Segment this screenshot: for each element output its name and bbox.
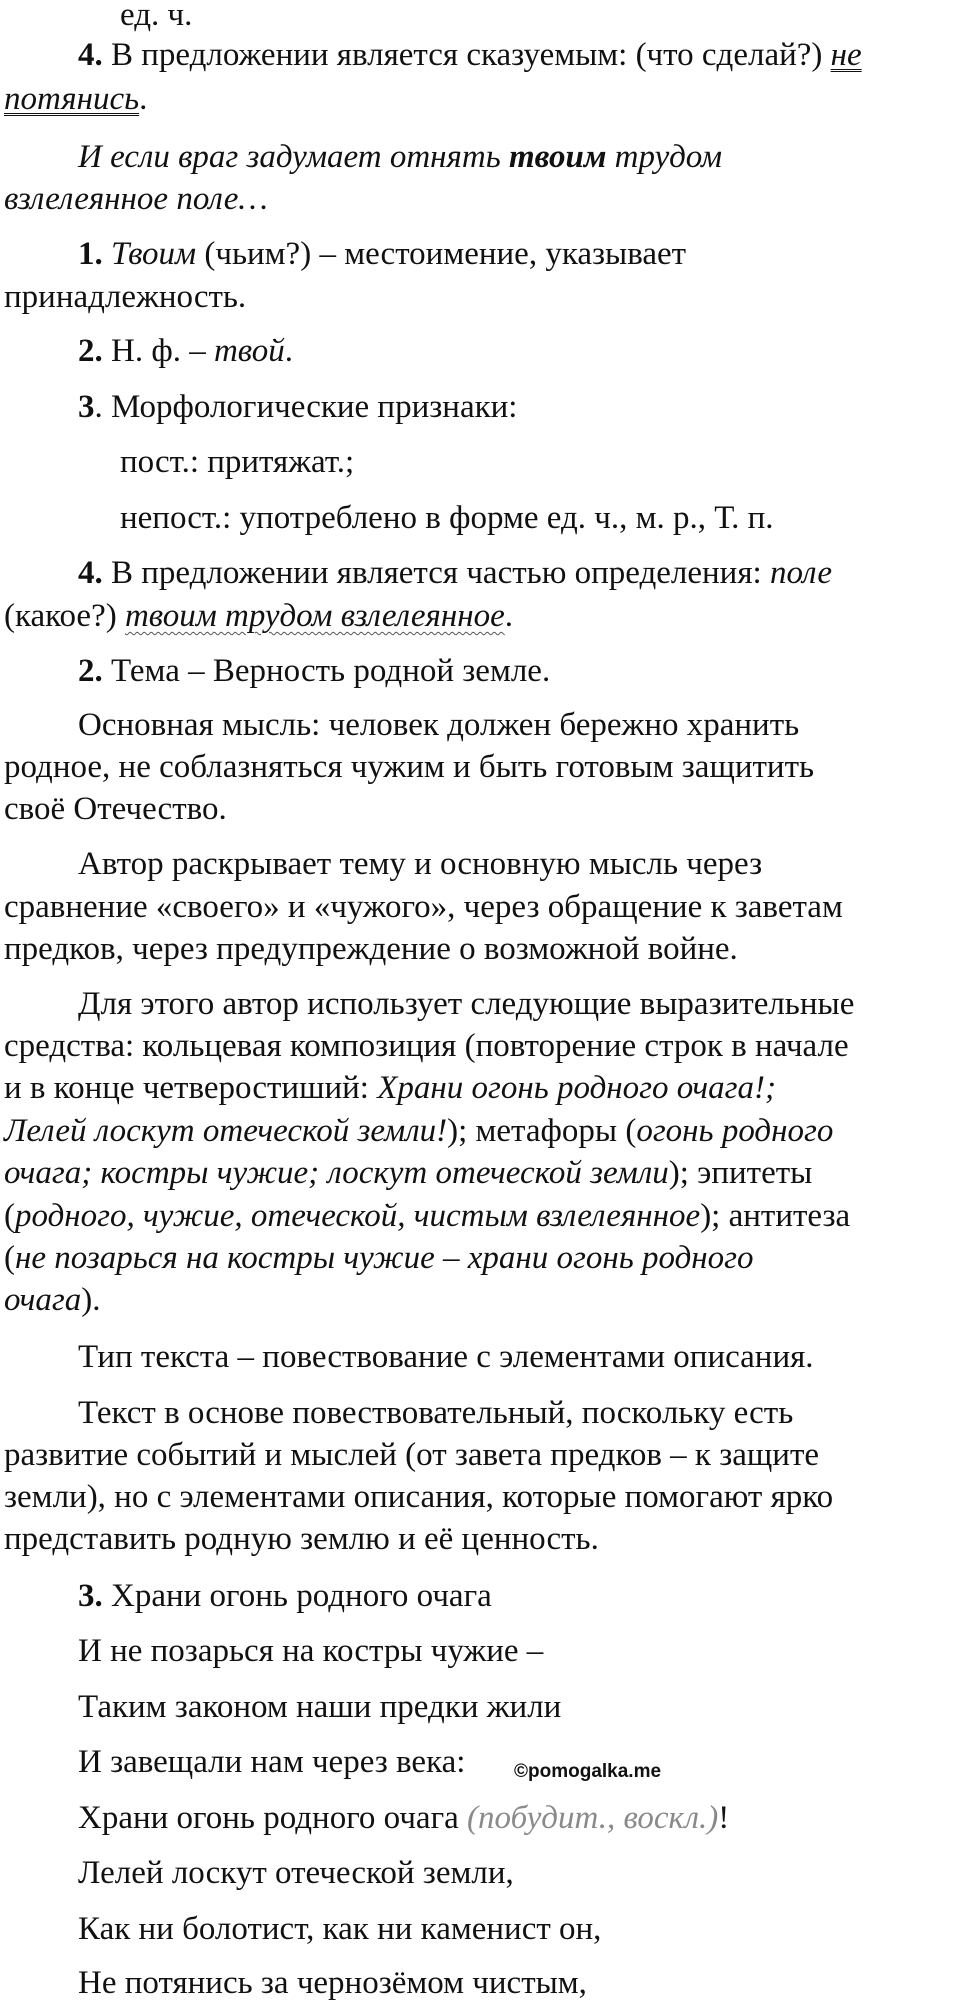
poem-line: [78, 1741, 465, 1783]
text-line: [4, 1067, 776, 1109]
italic-text: твой: [213, 333, 285, 369]
line-text: .: [504, 598, 514, 634]
text-line: [78, 552, 832, 594]
line-text: Лелей лоскут отеческой земли,: [78, 1855, 514, 1891]
text-line: [78, 650, 550, 692]
line-text: .: [139, 81, 148, 117]
line-text: Текст в основе повествовательный, поскольку есть: [78, 1395, 794, 1431]
italic-text: родного, чужие, отеческой, чистым взлелеянное: [15, 1198, 701, 1234]
text-line: [78, 34, 862, 76]
text-line: [4, 1110, 833, 1152]
item-number: 4.: [78, 555, 103, 591]
text-line: [4, 746, 814, 788]
line-text: Не потянись за чернозёмом чистым,: [78, 1965, 587, 2001]
item-number: 4.: [78, 37, 103, 73]
text-line: [4, 1518, 599, 1560]
text-line: [78, 330, 293, 372]
text-line: [4, 276, 246, 318]
line-text: ); эпитеты: [668, 1155, 813, 1191]
text-line: [4, 1195, 850, 1237]
italic-text: поле: [769, 555, 832, 591]
italic-text: Твоим: [111, 236, 197, 272]
line-text: Храни огонь родного очага: [78, 1800, 468, 1836]
item-number: 2.: [78, 333, 103, 369]
text-line: [78, 704, 799, 746]
quote-line: [4, 178, 268, 220]
poem-line: [78, 1797, 729, 1839]
line-text: Тип текста – повествование с элементами описания.: [78, 1339, 814, 1375]
text-line: [78, 1392, 793, 1434]
grammar-note: (побудит., воскл.): [467, 1800, 719, 1836]
line-text: Тема – Верность родной земле.: [102, 653, 551, 689]
line-text: [103, 236, 111, 272]
line-text: В предложении является частью определения:: [102, 555, 770, 591]
line-text: земли), но с элементами описания, которые помогают ярко: [4, 1479, 834, 1515]
text-line: [4, 1237, 754, 1279]
text-line: [78, 386, 517, 428]
line-text: представить родную землю и её ценность.: [4, 1521, 599, 1557]
text-line: [4, 788, 227, 830]
text-line: [120, 0, 192, 36]
line-text: И не позарься на костры чужие –: [78, 1633, 544, 1669]
item-number: 3: [78, 389, 95, 425]
text-line: [4, 595, 513, 637]
line-text: (чьим?) – местоимение, указывает: [196, 236, 687, 272]
text-line: [4, 1476, 833, 1518]
watermark: ©pomogalka.me: [514, 1761, 662, 1782]
line-text: ); антитеза: [700, 1198, 851, 1234]
quote-text: взлелеянное поле…: [4, 181, 268, 217]
text-line: [120, 441, 354, 483]
quote-bold-word: твоим: [508, 139, 607, 175]
line-text: . Морфологические признаки:: [94, 389, 518, 425]
text-line: [4, 1434, 819, 1476]
text-line: [78, 983, 854, 1025]
italic-text: очага: [4, 1282, 82, 1318]
line-text: (: [4, 1240, 15, 1276]
line-text: средства: кольцевая композиция (повторение строк в начале: [4, 1028, 849, 1064]
line-text: (: [4, 1198, 15, 1234]
line-text: своё Отечество.: [4, 791, 227, 827]
item-number: 3.: [78, 1578, 103, 1614]
italic-text: не позарься на костры чужие – храни огонь родного: [15, 1240, 754, 1276]
line-text: сравнение «своего» и «чужого», через обращение к заветам: [4, 889, 843, 925]
line-text: развитие событий и мыслей (от завета предков – к защите: [4, 1437, 820, 1473]
line-text: ед. ч.: [120, 0, 193, 33]
text-line: [4, 1025, 849, 1067]
quote-text: И если враг задумает отнять: [78, 139, 509, 175]
line-text: !: [718, 1800, 730, 1836]
poem-line: [78, 1686, 561, 1728]
line-text: ); метафоры (: [447, 1113, 637, 1149]
line-text: непост.: употреблено в форме ед. ч., м. р., Т. п.: [120, 500, 774, 536]
line-text: предков, через предупреждение о возможной войне.: [4, 931, 738, 967]
poem-line: [78, 1852, 514, 1894]
line-text: .: [284, 333, 293, 369]
line-text: В предложении является сказуемым: (что сделай?): [102, 37, 831, 73]
text-line: [4, 78, 147, 120]
line-text: родное, не соблазняться чужим и быть готовым защитить: [4, 749, 815, 785]
line-text: пост.: притяжат.;: [120, 444, 355, 480]
text-line: [120, 497, 773, 539]
line-text: Автор раскрывает тему и основную мысль через: [78, 846, 763, 882]
italic-text: очага; костры чужие; лоскут отеческой земли: [4, 1155, 669, 1191]
line-text: принадлежность.: [4, 279, 247, 315]
quote-line: [78, 136, 722, 178]
line-text: (какое?): [4, 598, 125, 634]
poem-line: [78, 1962, 587, 2004]
line-text: Как ни болотист, как ни каменист он,: [78, 1911, 602, 1947]
line-text: ).: [81, 1282, 101, 1318]
poem-line: [78, 1908, 601, 1950]
item-number: 1.: [78, 236, 103, 272]
italic-text: Храни огонь родного очага!;: [377, 1070, 777, 1106]
text-line: [4, 1279, 101, 1321]
line-text: Основная мысль: человек должен бережно хранить: [78, 707, 800, 743]
text-line: [78, 233, 686, 275]
italic-text: огонь родного: [636, 1113, 834, 1149]
line-text: и в конце четверостиший:: [4, 1070, 378, 1106]
text-line: [78, 843, 762, 885]
line-text: Таким законом наши предки жили: [78, 1689, 562, 1725]
poem-line: [78, 1630, 543, 1672]
line-text: Н. ф. –: [102, 333, 214, 369]
predicate-underlined: не: [830, 37, 862, 73]
predicate-underlined: потянись: [4, 81, 140, 117]
attribute-underlined: твоим трудом взлелеянное: [124, 598, 505, 634]
text-line: [4, 886, 843, 928]
text-line: [4, 1152, 812, 1194]
item-number: 2.: [78, 653, 103, 689]
line-text: И завещали нам через века:: [78, 1744, 466, 1780]
text-line: [78, 1336, 814, 1378]
italic-text: Лелей лоскут отеческой земли!: [4, 1113, 448, 1149]
quote-text: трудом: [606, 139, 723, 175]
poem-line: [78, 1575, 492, 1617]
text-line: [4, 928, 738, 970]
line-text: Для этого автор использует следующие выразительные: [78, 986, 855, 1022]
line-text: Храни огонь родного очага: [102, 1578, 492, 1614]
